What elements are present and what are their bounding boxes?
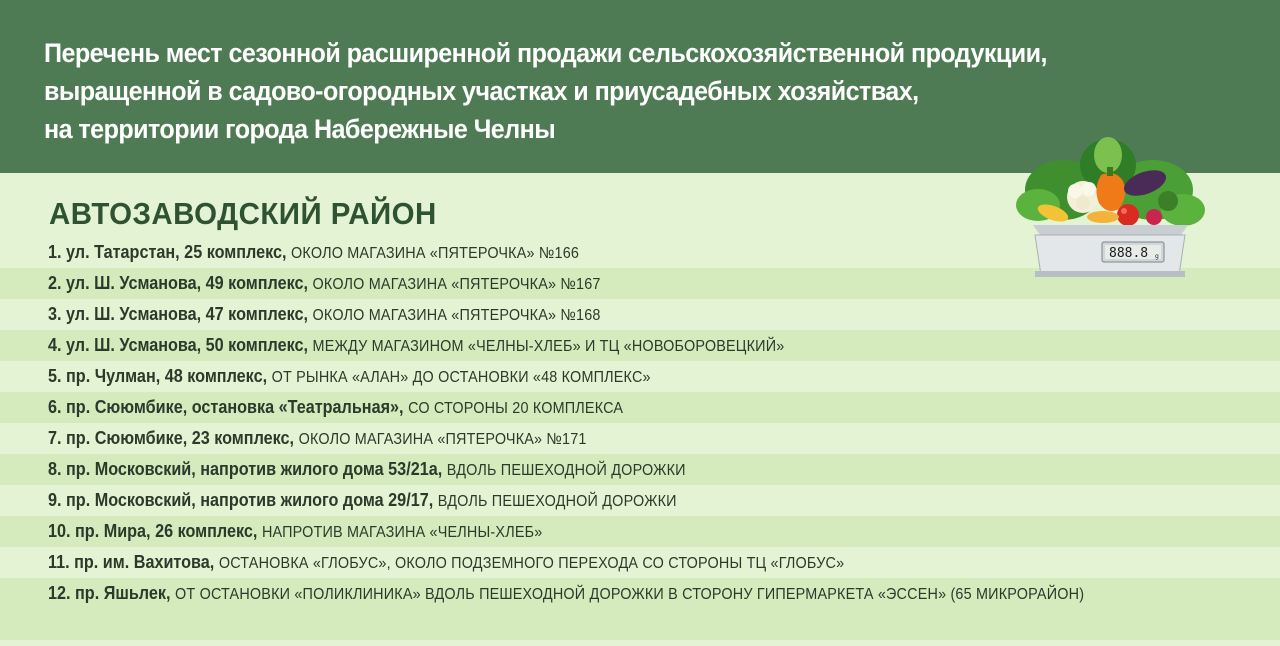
list-item [0,423,1280,454]
scale-display-value: 888.8 [1109,246,1149,261]
list-item-text [48,547,844,578]
location-address: 2. ул. Ш. Усманова, 49 комплекс, [48,273,309,293]
page-title-line: на территории города Набережные Челны [44,114,556,144]
list-item-text [48,237,579,268]
list-item [0,578,1280,609]
location-note: СО СТОРОНЫ 20 КОМПЛЕКСА [408,400,624,417]
page-title-line: Перечень мест сезонной расширенной продажи сельскохозяйственной продукции, [44,38,1047,68]
location-note: ОКОЛО МАГАЗИНА «ПЯТЕРОЧКА» №171 [298,431,587,448]
location-address: 10. пр. Мира, 26 комплекс, [48,521,258,541]
location-note: ВДОЛЬ ПЕШЕХОДНОЙ ДОРОЖКИ [446,462,686,479]
list-item [0,330,1280,361]
list-item-text [48,268,601,299]
list-item-text [48,392,623,423]
location-note: ОСТАНОВКА «ГЛОБУС», ОКОЛО ПОДЗЕМНОГО ПЕРЕХОДА СО СТОРОНЫ ТЦ «ГЛОБУС» [218,555,845,572]
location-note: ОТ РЫНКА «АЛАН» ДО ОСТАНОВКИ «48 КОМПЛЕКС» [271,369,651,386]
location-address: 3. ул. Ш. Усманова, 47 комплекс, [48,304,309,324]
list-item [0,299,1280,330]
district-heading: АВТОЗАВОДСКИЙ РАЙОН [49,196,437,231]
location-address: 5. пр. Чулман, 48 комплекс, [48,366,268,386]
list-item [0,516,1280,547]
list-item [0,361,1280,392]
list-item-text [48,485,677,516]
list-item [0,392,1280,423]
location-note: НАПРОТИВ МАГАЗИНА «ЧЕЛНЫ-ХЛЕБ» [261,524,543,541]
location-note: ОКОЛО МАГАЗИНА «ПЯТЕРОЧКА» №168 [312,307,601,324]
location-note: МЕЖДУ МАГАЗИНОМ «ЧЕЛНЫ-ХЛЕБ» И ТЦ «НОВОБОРОВЕЦКИЙ» [312,338,785,355]
location-note: ВДОЛЬ ПЕШЕХОДНОЙ ДОРОЖКИ [437,493,677,510]
list-item [0,485,1280,516]
location-address: 6. пр. Сююмбике, остановка «Театральная», [48,397,404,417]
location-list [0,237,1280,640]
list-item-text [48,454,686,485]
location-address: 12. пр. Яшьлек, [48,583,171,603]
scale-display-unit: g [1155,253,1159,260]
list-item-text [48,423,587,454]
list-item-text [48,516,542,547]
location-address: 4. ул. Ш. Усманова, 50 комплекс, [48,335,309,355]
location-note: ОТ ОСТАНОВКИ «ПОЛИКЛИНИКА» ВДОЛЬ ПЕШЕХОДНОЙ ДОРОЖКИ В СТОРОНУ ГИПЕРМАРКЕТА «ЭССЕН» (65 МИКРОРАЙОН) [175,586,1085,603]
list-item-text [48,330,784,361]
list-item-text [48,361,651,392]
list-item [0,547,1280,578]
list-spacer [0,609,1280,640]
list-item-text [48,578,1084,609]
page-title-line: выращенной в садово-огородных участках и приусадебных хозяйствах, [44,76,919,106]
location-address: 8. пр. Московский, напротив жилого дома 53/21а, [48,459,443,479]
location-address: 11. пр. им. Вахитова, [48,552,215,572]
vegetables-on-scale-icon [1003,125,1213,285]
location-address: 1. ул. Татарстан, 25 комплекс, [48,242,287,262]
location-note: ОКОЛО МАГАЗИНА «ПЯТЕРОЧКА» №166 [291,245,580,262]
vegetables-scale-illustration [1003,125,1213,285]
list-item [0,454,1280,485]
location-address: 7. пр. Сююмбике, 23 комплекс, [48,428,295,448]
list-item-text [48,299,601,330]
location-note: ОКОЛО МАГАЗИНА «ПЯТЕРОЧКА» №167 [312,276,601,293]
location-address: 9. пр. Московский, напротив жилого дома 29/17, [48,490,434,510]
